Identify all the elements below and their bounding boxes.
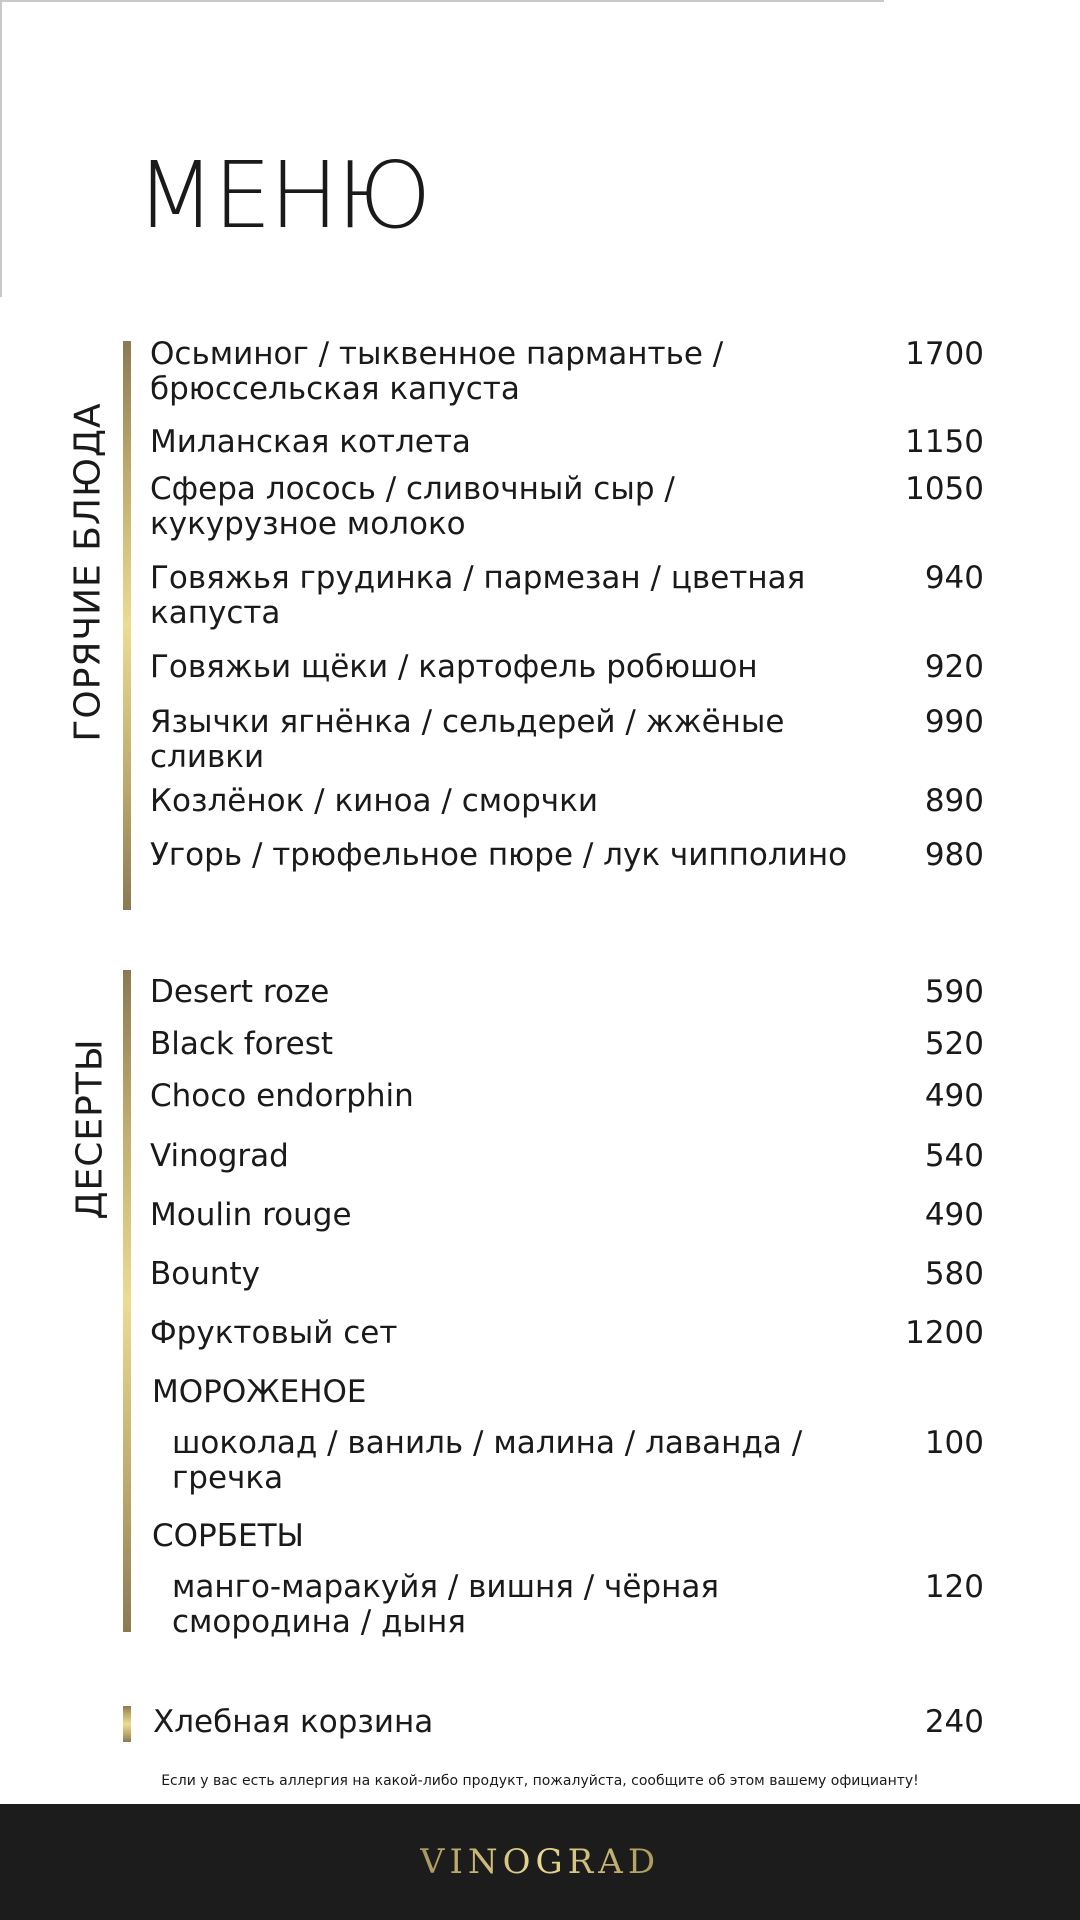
item-name: Миланская котлета	[150, 424, 471, 460]
menu-item	[172, 1426, 984, 1496]
item-name: Moulin rouge	[150, 1197, 352, 1233]
item-name: Black forest	[150, 1026, 334, 1062]
item-price: 580	[924, 1256, 984, 1292]
brand-logo: VINOGRAD	[419, 1842, 661, 1882]
menu-item	[150, 1027, 984, 1062]
item-price: 590	[924, 974, 984, 1010]
item-price: 890	[924, 783, 984, 819]
menu-item	[150, 425, 984, 460]
item-price: 1150	[905, 424, 984, 460]
item-price: 520	[924, 1026, 984, 1062]
item-name: Vinograd	[150, 1138, 289, 1174]
item-price: 490	[924, 1197, 984, 1233]
item-name: Фруктовый сет	[150, 1315, 398, 1351]
menu-item	[150, 975, 984, 1010]
item-price: 920	[924, 649, 984, 685]
desserts-section-label-text: ДЕСЕРТЫ	[69, 1038, 111, 1220]
menu-item	[150, 705, 984, 775]
menu-item	[172, 1570, 984, 1640]
item-price: 1050	[905, 471, 984, 507]
menu-item	[153, 1705, 984, 1740]
menu-item	[150, 784, 984, 819]
item-name: Сфера лосось / сливочный сыр / кукурузное молоко	[150, 471, 675, 542]
menu-item	[150, 1198, 984, 1233]
item-name: Говяжьи щёки / картофель робюшон	[150, 649, 758, 685]
menu-item	[150, 650, 984, 685]
item-name: шоколад / ваниль / малина / лаванда / гречка	[172, 1425, 803, 1496]
ice-cream-heading: МОРОЖЕНОЕ	[152, 1374, 367, 1410]
item-name: манго-маракуйя / вишня / чёрная смородина / дыня	[172, 1569, 719, 1640]
menu-item	[150, 472, 984, 542]
menu-title: МЕНЮ	[136, 142, 430, 249]
item-name: Язычки ягнёнка / сельдерей / жжёные сливки	[150, 704, 785, 775]
item-price: 990	[924, 704, 984, 740]
sorbets-heading: СОРБЕТЫ	[152, 1518, 304, 1554]
item-price: 240	[924, 1704, 984, 1740]
menu-item	[150, 1257, 984, 1292]
frame-top-line	[0, 0, 884, 2]
menu-item	[150, 1139, 984, 1174]
hot-section-bar	[123, 341, 131, 910]
item-name: Хлебная корзина	[153, 1704, 434, 1740]
item-name: Desert roze	[150, 974, 330, 1010]
menu-item	[150, 1079, 984, 1114]
item-name: Козлёнок / киноа / сморчки	[150, 783, 598, 819]
item-name: Осьминог / тыквенное пармантье / брюссельская капуста	[150, 336, 724, 407]
menu-item	[150, 337, 984, 407]
menu-item	[150, 1316, 984, 1351]
item-name: Говяжья грудинка / пармезан / цветная капуста	[150, 560, 806, 631]
item-price: 940	[924, 560, 984, 596]
bread-section-bar	[123, 1706, 131, 1742]
item-name: Choco endorphin	[150, 1078, 414, 1114]
footer-bar	[0, 1804, 1080, 1920]
item-price: 1700	[905, 336, 984, 372]
frame-left-line	[0, 0, 2, 297]
desserts-section-bar	[123, 970, 131, 1632]
item-price: 100	[924, 1425, 984, 1461]
item-name: Угорь / трюфельное пюре / лук чипполино	[150, 837, 848, 873]
menu-item	[150, 838, 984, 873]
item-price: 120	[924, 1569, 984, 1605]
item-price: 540	[924, 1138, 984, 1174]
hot-section-label-text: ГОРЯЧИЕ БЛЮДА	[67, 402, 109, 742]
item-name: Bounty	[150, 1256, 261, 1292]
menu-item	[150, 561, 984, 631]
item-price: 490	[924, 1078, 984, 1114]
allergy-note: Если у вас есть аллергия на какой-либо продукт, пожалуйста, сообщите об этом вашему официанту!	[161, 1773, 919, 1789]
item-price: 1200	[905, 1315, 984, 1351]
item-price: 980	[924, 837, 984, 873]
